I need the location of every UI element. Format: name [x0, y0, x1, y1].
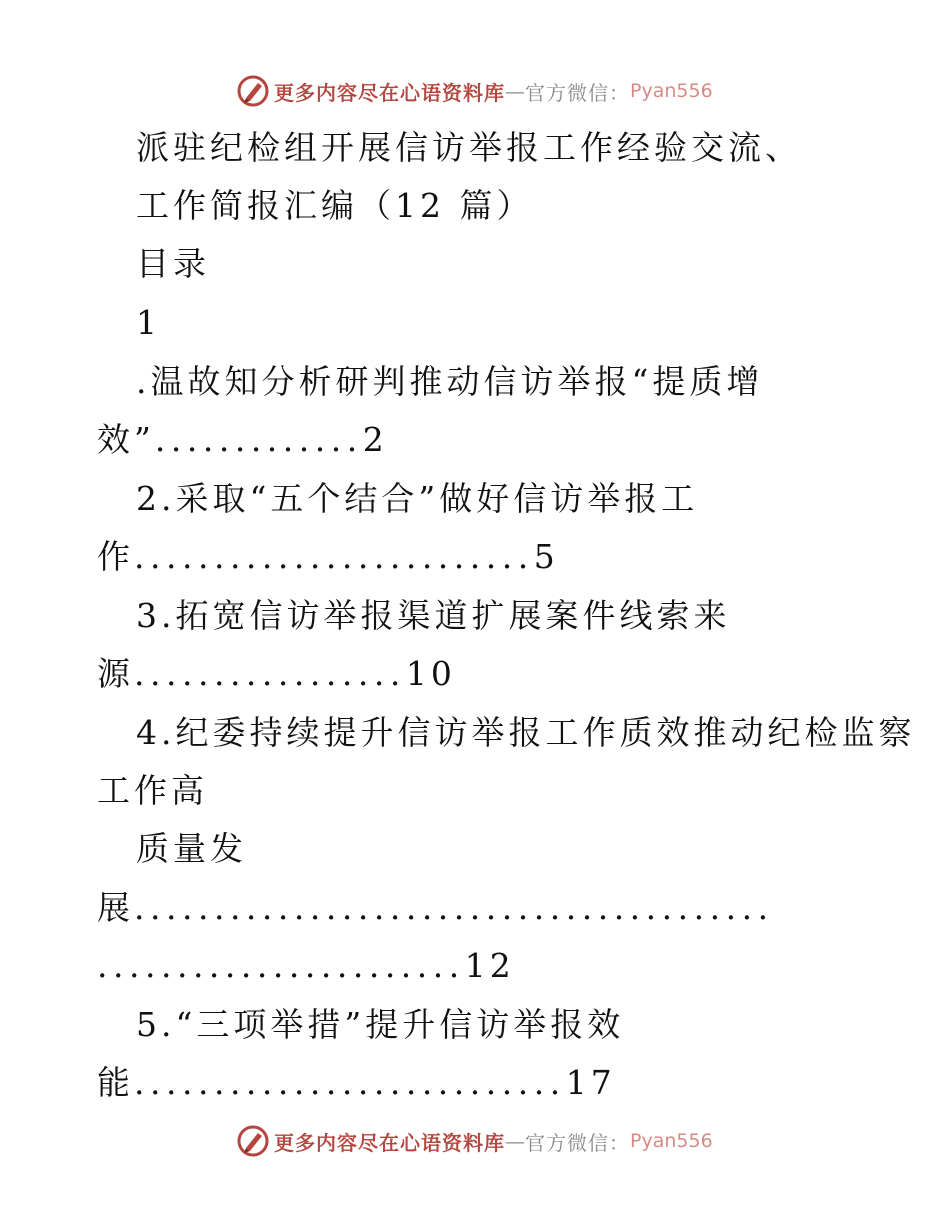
- footer-wechat-id: Pyan556: [630, 1130, 713, 1152]
- toc-entry-4-dots-line-2: .......................: [97, 946, 465, 985]
- toc-entry-5-title[interactable]: 5.“三项举措”提升信访举报效: [136, 1005, 625, 1044]
- doc-title-line-2: 工作简报汇编（12 篇）: [136, 186, 534, 225]
- toc-entry-4-continuation: 展: [97, 888, 134, 927]
- header-wechat-id: Pyan556: [630, 80, 713, 102]
- toc-entry-4-title-line-2: 工作高: [97, 771, 208, 810]
- toc-entry-4-tail-2[interactable]: [97, 944, 515, 988]
- toc-entry-3-page: 10: [405, 654, 456, 693]
- toc-entry-4-page: 12: [464, 946, 515, 985]
- toc-entry-2-continuation: 作: [97, 537, 134, 576]
- toc-entry-1-number: 1: [136, 303, 161, 342]
- toc-entry-3-tail[interactable]: [97, 652, 456, 696]
- toc-entry-5-continuation: 能: [97, 1063, 134, 1102]
- header-wechat-label: 官方微信：: [525, 80, 630, 105]
- footer-wechat-label: 官方微信：: [525, 1130, 630, 1155]
- footer-dash: —: [505, 1129, 525, 1153]
- toc-entry-3-title[interactable]: 3.拓宽信访举报渠道扩展案件线索来: [136, 596, 731, 635]
- toc-entry-4-dots-line-1: ........................................: [134, 888, 774, 927]
- header-banner: [236, 72, 713, 110]
- toc-entry-4-tail[interactable]: [97, 886, 774, 930]
- toc-entry-3-continuation: 源: [97, 654, 134, 693]
- toc-entry-1-title[interactable]: .温故知分析研判推动信访举报“提质增: [136, 362, 764, 401]
- toc-entry-5-dots: ...........................: [134, 1063, 566, 1102]
- toc-entry-2-title[interactable]: 2.采取“五个结合”做好信访举报工: [136, 479, 699, 518]
- toc-entry-1-tail[interactable]: [97, 418, 388, 462]
- toc-heading: 目录: [136, 244, 210, 283]
- header-site-name: 更多内容尽在心语资料库: [274, 80, 505, 105]
- toc-entry-2-page: 5: [533, 537, 559, 576]
- toc-entry-1-dots: .............: [154, 420, 363, 459]
- pen-logo-icon: [236, 74, 270, 108]
- header-dash: —: [505, 79, 525, 103]
- toc-entry-5-tail[interactable]: [97, 1061, 616, 1105]
- toc-entry-4-title-line-3: 质量发: [136, 829, 247, 868]
- doc-title-line-1: 派驻纪检组开展信访举报工作经验交流、: [136, 128, 802, 167]
- footer-banner: [236, 1122, 713, 1160]
- toc-entry-2-dots: .........................: [134, 537, 534, 576]
- footer-site-name: 更多内容尽在心语资料库: [274, 1130, 505, 1155]
- toc-entry-3-dots: .................: [134, 654, 406, 693]
- toc-entry-2-tail[interactable]: [97, 535, 559, 579]
- toc-entry-4-title[interactable]: 4.纪委持续提升信访举报工作质效推动纪检监察: [136, 713, 916, 752]
- toc-entry-5-page: 17: [565, 1063, 616, 1102]
- pen-logo-icon: [236, 1124, 270, 1158]
- toc-entry-1-page: 2: [362, 420, 388, 459]
- toc-entry-1-continuation: 效”: [97, 420, 155, 459]
